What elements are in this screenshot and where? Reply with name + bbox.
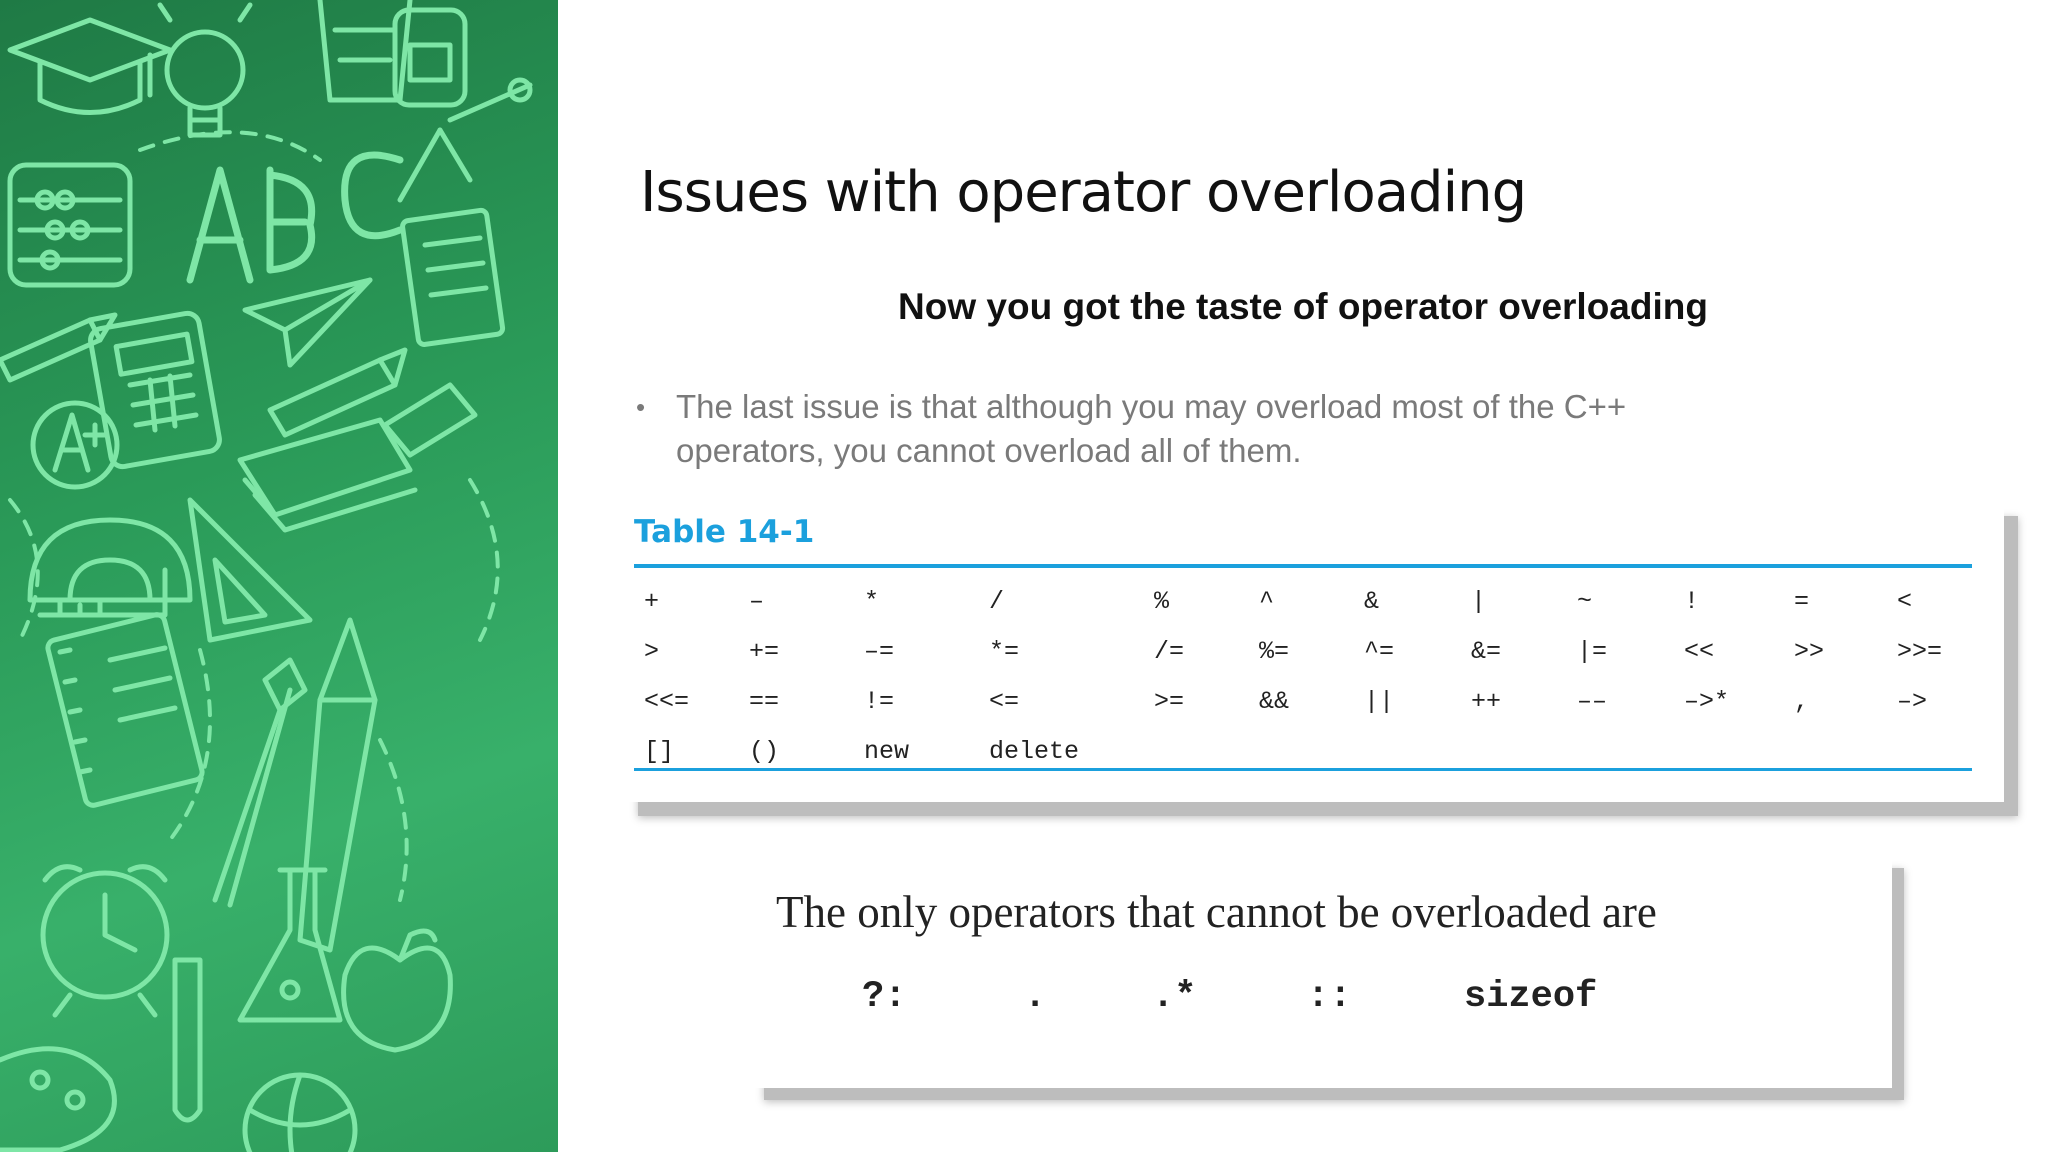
slide-title: Issues with operator overloading xyxy=(640,160,1527,225)
operator-cell: |= xyxy=(1577,637,1608,666)
note-text: The only operators that cannot be overloaded are xyxy=(776,887,1657,937)
bullet-marker: • xyxy=(636,392,646,422)
operator-cell: = xyxy=(1794,587,1810,616)
operator-cell: ! xyxy=(1684,587,1700,616)
operator-grid xyxy=(634,577,1972,777)
abc-letters-icon xyxy=(190,155,400,280)
light-bulb-icon xyxy=(160,5,250,135)
operator-cell: &= xyxy=(1471,637,1502,666)
operator-cell: %= xyxy=(1259,637,1290,666)
operator-cell: >>= xyxy=(1897,637,1943,666)
operator-cell: & xyxy=(1364,587,1380,616)
ball-icon xyxy=(245,1075,355,1152)
decorative-doodle-panel xyxy=(0,0,558,1152)
test-tube-icon xyxy=(175,960,200,1120)
operator-cell: –– xyxy=(1577,687,1608,716)
table-title: Table 14-1 xyxy=(634,514,815,550)
operator-cell: /= xyxy=(1154,637,1185,666)
operator-cell: <<= xyxy=(644,687,690,716)
operator-cell: || xyxy=(1364,687,1395,716)
note-operator: . xyxy=(1024,976,1047,1018)
palette-icon xyxy=(0,1049,114,1150)
tall-pencil-icon xyxy=(300,620,375,950)
non-overloadable-operators-note xyxy=(752,856,1892,1088)
operator-cell: delete xyxy=(989,737,1080,766)
operator-cell: –>* xyxy=(1684,687,1730,716)
table-row xyxy=(634,627,1972,677)
protractor-icon xyxy=(30,520,190,615)
operator-cell: >> xyxy=(1794,637,1825,666)
operator-cell: % xyxy=(1154,587,1170,616)
operator-cell: – xyxy=(749,587,765,616)
operator-cell: ~ xyxy=(1577,587,1593,616)
notepad-icon xyxy=(402,210,504,346)
operator-cell: *= xyxy=(989,637,1020,666)
operator-cell: / xyxy=(989,587,1005,616)
operator-cell: <= xyxy=(989,687,1020,716)
overloadable-operators-table xyxy=(624,502,2004,802)
table-bottom-rule xyxy=(634,768,1972,771)
table-row xyxy=(634,577,1972,627)
abacus-icon xyxy=(10,165,130,285)
apple-icon xyxy=(344,931,451,1050)
operator-cell: ++ xyxy=(1471,687,1502,716)
note-operator: :: xyxy=(1307,976,1352,1018)
operator-cell: < xyxy=(1897,587,1913,616)
operator-cell: && xyxy=(1259,687,1290,716)
bullet-text: The last issue is that although you may overload most of the C++ operators, you cannot overload all of them. xyxy=(676,388,1627,469)
operator-cell: () xyxy=(749,737,780,766)
operator-cell: != xyxy=(864,687,895,716)
note-operator: ?: xyxy=(862,976,907,1018)
operator-cell: + xyxy=(644,587,660,616)
calculator-icon xyxy=(89,312,222,469)
eraser-icon xyxy=(385,385,475,455)
graduation-cap-icon xyxy=(10,20,170,113)
operator-cell: ^= xyxy=(1364,637,1395,666)
school-doodles-illustration xyxy=(0,0,558,1152)
flask-icon xyxy=(240,870,340,1020)
table-top-rule xyxy=(634,564,1972,568)
operator-cell: * xyxy=(864,587,880,616)
table-row xyxy=(634,677,1972,727)
bullet-point xyxy=(636,385,1736,473)
note-operator: .* xyxy=(1152,976,1197,1018)
a-plus-badge-icon xyxy=(33,403,117,487)
operator-cell: , xyxy=(1794,687,1810,716)
operator-cell: –> xyxy=(1897,687,1928,716)
operator-cell: | xyxy=(1471,587,1487,616)
operator-cell: == xyxy=(749,687,780,716)
alarm-clock-icon xyxy=(43,867,167,1015)
operator-cell: new xyxy=(864,737,910,766)
set-square-icon xyxy=(190,500,310,640)
operator-cell: >= xyxy=(1154,687,1185,716)
paper-plane-icon xyxy=(245,280,370,365)
operator-cell: > xyxy=(644,637,660,666)
slide-subtitle: Now you got the taste of operator overloading xyxy=(898,286,1708,327)
book-stack-icon xyxy=(240,420,415,530)
spiral-notebook-icon xyxy=(46,613,204,807)
operator-cell: –= xyxy=(864,637,895,666)
operator-cell: += xyxy=(749,637,780,666)
operator-cell: [] xyxy=(644,737,675,766)
note-operator: sizeof xyxy=(1464,976,1598,1018)
operator-cell: ^ xyxy=(1259,587,1275,616)
operator-cell: << xyxy=(1684,637,1715,666)
